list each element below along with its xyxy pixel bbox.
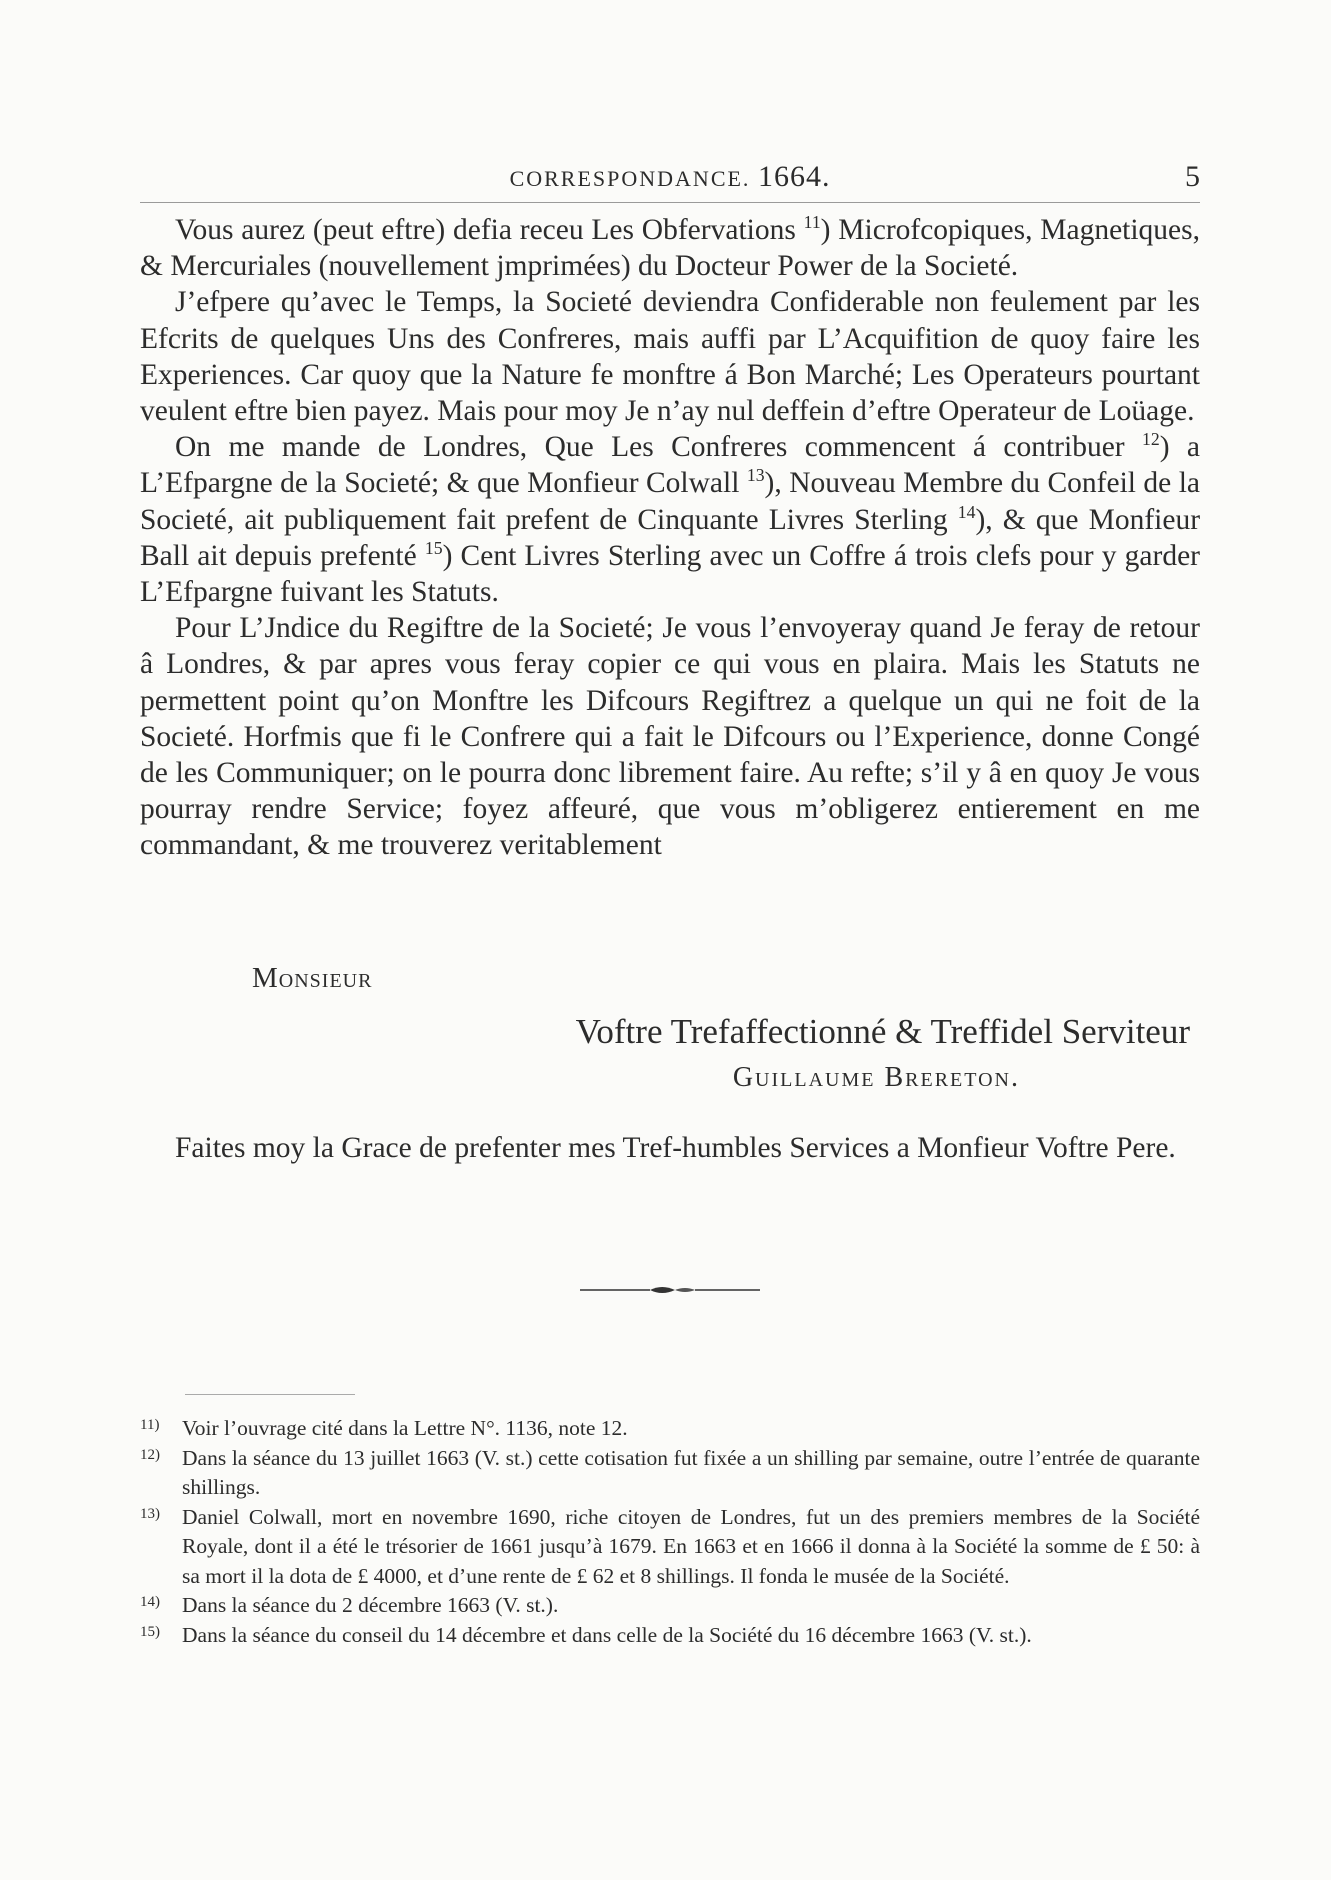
header-rule: [140, 202, 1200, 203]
footnote-text: Voir l’ouvrage cité dans la Lettre N°. 1136, note 12.: [182, 1416, 628, 1440]
footnote-text: Daniel Colwall, mort en novembre 1690, riche citoyen de Londres, fut un des premiers membres de la Société Royale, dont il a été le trésorier de 1661 jusqu’à 1679. En 1663 et en 1666 il donna à la Société la somme de £ 50: à sa mort il la dota de £ 4000, et d’une rente de £ 62 et 8 shillings. Il fonda le musée de la Société.: [182, 1504, 1200, 1588]
letter-body: [140, 212, 1200, 864]
paragraph-1: [140, 212, 1200, 284]
footnote-number: 12): [140, 1446, 160, 1463]
footnote-11: [140, 1414, 1200, 1444]
ornament-divider: [580, 1280, 760, 1300]
footnote-ref-14: 14: [957, 501, 976, 522]
postscript-text: Faites moy la Grace de prefenter mes Tref-humbles Services a Monfieur Voftre Pere.: [175, 1132, 1176, 1164]
footnote-rule: [185, 1394, 355, 1395]
valediction: Voftre Trefaffectionné & Treffidel Serviteur: [575, 1012, 1190, 1051]
page-number: 5: [1185, 160, 1200, 193]
paragraph-4: Pour L’Jndice du Regiftre de la Societé; Je vous l’envoyeray quand Je feray de retour â Londres, & par apres vous feray copier ce qui vous en plaira. Mais les Statuts ne permettent point qu’on Monftre les Difcours Regiftrez a quelque un qui ne foit de la Societé. Horfmis que fi le Confrere qui a fait le Difcours ou l’Experience, donne Congé de les Communiquer; on le pourra donc librement faire. Au refte; s’il y â en quoy Je vous pourray rendre Service; foyez affeuré, que vous m’obligerez entierement en me commandant, & me trouverez veritablement: [140, 612, 1200, 862]
salutation: Monsieur: [252, 962, 373, 994]
footnote-text: Dans la séance du 13 juillet 1663 (V. st.) cette cotisation fut fixée a un shilling par semaine, outre l’entrée de quarante shillings.: [182, 1445, 1200, 1499]
footnotes: [140, 1414, 1200, 1650]
running-title: [140, 160, 1200, 194]
paragraph-3-part-4: ), & que Monfieur Ball ait depuis prefenté: [140, 503, 1201, 572]
footnote-number: 13): [140, 1505, 160, 1522]
paragraph-1-tail: ) Microfcopiques, Magnetiques, & Mercuriales (nouvellement jmprimées) du Docteur Power de la Societé.: [140, 214, 1201, 283]
footnote-12: [140, 1444, 1200, 1503]
running-title-year: 1664.: [757, 160, 831, 193]
footnote-ref-12: 12: [1142, 429, 1160, 450]
paragraph-3-part-3: ), Nouveau Membre du Confeil de la Societé, ait publiquement fait prefent de Cinquante Livres Sterling: [140, 467, 1201, 536]
footnote-number: 14): [140, 1594, 160, 1610]
running-header: [140, 160, 1200, 200]
footnote-13: [140, 1503, 1200, 1592]
footnote-number: 11): [140, 1417, 160, 1433]
paragraph-3-part-1: On me mande de Londres, Que Les Confreres commencent á contribuer: [175, 431, 1125, 464]
paragraph-3-part-2: ) a L’Efpargne de la Societé; & que Monfieur Colwall: [140, 431, 1200, 500]
postscript: [140, 1130, 1200, 1166]
paragraph-3-part-5: ) Cent Livres Sterling avec un Coffre á trois clefs pour y garder L’Efpargne fuivant les Statuts.: [140, 539, 1201, 609]
paragraph-3: [140, 429, 1200, 610]
footnote-number: 15): [140, 1623, 160, 1640]
footnote-15: [140, 1621, 1200, 1651]
footnote-text: Dans la séance du 2 décembre 1663 (V. st.).: [182, 1593, 559, 1617]
signature: Guillaume Brereton.: [732, 1062, 1020, 1093]
paragraph-2: J’efpere qu’avec le Temps, la Societé deviendra Confiderable non feulement par les Efcrits de quelques Uns des Confreres, mais auffi par L’Acquifition de quoy faire les Experiences. Car quoy que la Nature fe monftre á Bon Marché; Les Operateurs pourtant veulent eftre bien payez. Mais pour moy Je n’ay nul deffein d’eftre Operateur de Loüage.: [140, 286, 1200, 428]
paragraph-1-text: Vous aurez (peut eftre) defia receu Les Obfervations: [175, 214, 796, 246]
footnote-ref-13: 13: [746, 465, 765, 486]
footnote-ref-11: 11: [803, 212, 821, 233]
running-title-text: CORRESPONDANCE.: [509, 166, 751, 191]
footnote-ref-15: 15: [424, 538, 443, 558]
footnote-14: [140, 1591, 1200, 1621]
footnote-text: Dans la séance du conseil du 14 décembre et dans celle de la Société du 16 décembre 1663 (V. st.).: [182, 1622, 1032, 1647]
